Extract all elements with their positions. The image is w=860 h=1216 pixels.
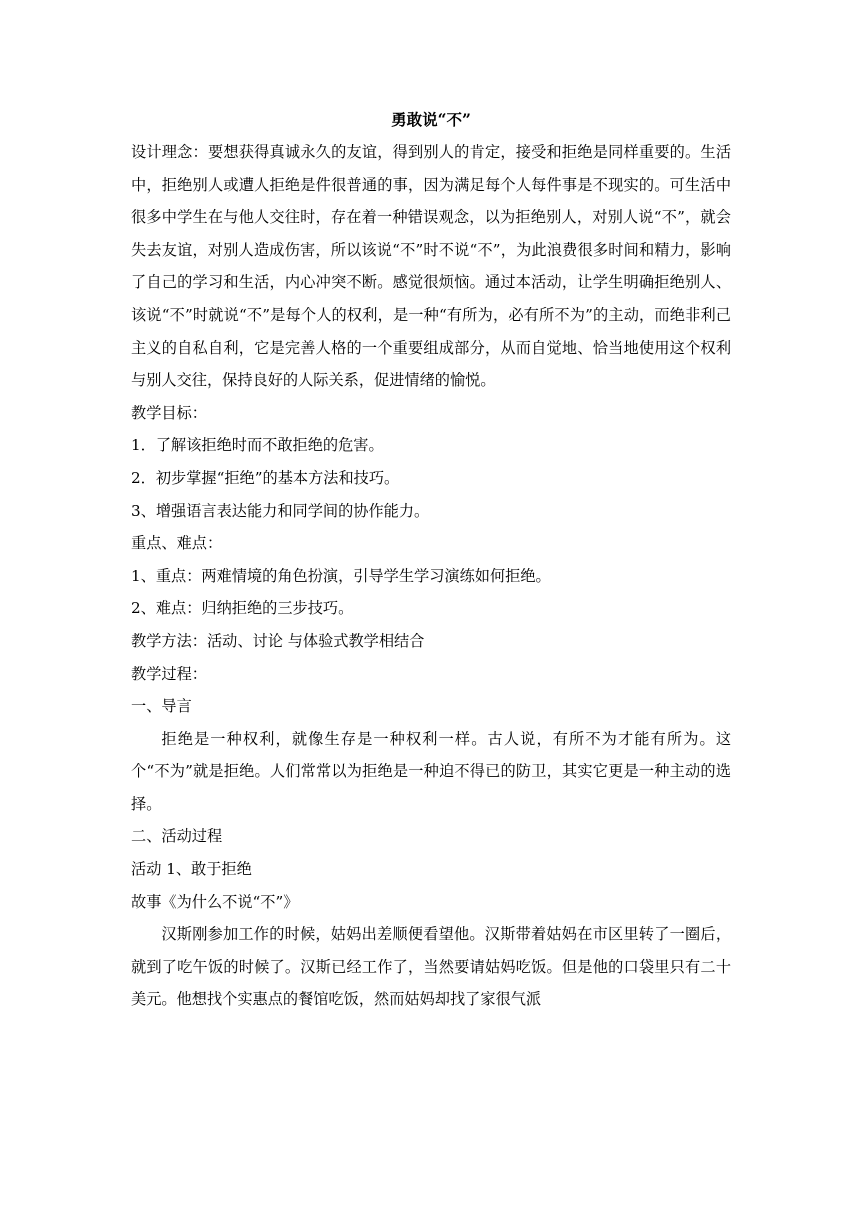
key-point-item: 1、重点：两难情境的角色扮演，引导学生学习演练如何拒绝。 [131,566,551,585]
document-title: 勇敢说“不” [391,110,471,129]
section-1-heading: 一、导言 [131,697,192,716]
objective-item: 3、增强语言表达能力和同学间的协作能力。 [131,501,430,520]
story-title: 故事《为什么不说“不”》 [131,892,299,911]
story-paragraph: 汉斯刚参加工作的时候，姑妈出差顺便看望他。汉斯带着姑妈在市区里转了一圈后，就到了吃午饭的时候了。汉斯已经工作了，当然要请姑妈吃饭。但是他的口袋里只有二十美元。他想找个实惠点的餐馆吃饭，然而姑妈却找了家很气派 [131,925,731,1009]
key-points-heading: 重点、难点： [131,534,223,553]
objectives-heading: 教学目标： [131,403,207,422]
document-body [131,104,731,1016]
objective-item: 2．初步掌握“拒绝”的基本方法和技巧。 [131,468,400,487]
process-heading: 教学过程： [131,664,207,683]
introduction-paragraph: 拒绝是一种权利，就像生存是一种权利一样。古人说，有所不为才能有所为。这个“不为”就是拒绝。人们常常以为拒绝是一种迫不得已的防卫，其实它更是一种主动的选择。 [131,729,731,813]
teaching-method: 教学方法：活动、讨论 与体验式教学相结合 [131,631,425,650]
activity-1-heading: 活动 1、敢于拒绝 [131,860,252,879]
objective-item: 1．了解该拒绝时而不敢拒绝的危害。 [131,436,384,455]
section-2-heading: 二、活动过程 [131,827,223,846]
design-concept-paragraph: 设计理念：要想获得真诚永久的友谊，得到别人的肯定，接受和拒绝是同样重要的。生活中，拒绝别人或遭人拒绝是件很普通的事，因为满足每个人每件事是不现实的。可生活中很多中学生在与他人交往时，存在着一种错误观念，以为拒绝别人，对别人说“不”，就会失去友谊，对别人造成伤害，所以该说“不”时不说“不”，为此浪费很多时间和精力，影响了自己的学习和生活，内心冲突不断。感觉很烦恼。通过本活动，让学生明确拒绝别人、该说“不”时就说“不”是每个人的权利，是一种“有所为，必有所不为”的主动，而绝非利己主义的自私自利，它是完善人格的一个重要组成部分，从而自觉地、恰当地使用这个权利与别人交往，保持良好的人际关系，促进情绪的愉悦。 [131,143,731,390]
key-point-item: 2、难点：归纳拒绝的三步技巧。 [131,599,354,618]
